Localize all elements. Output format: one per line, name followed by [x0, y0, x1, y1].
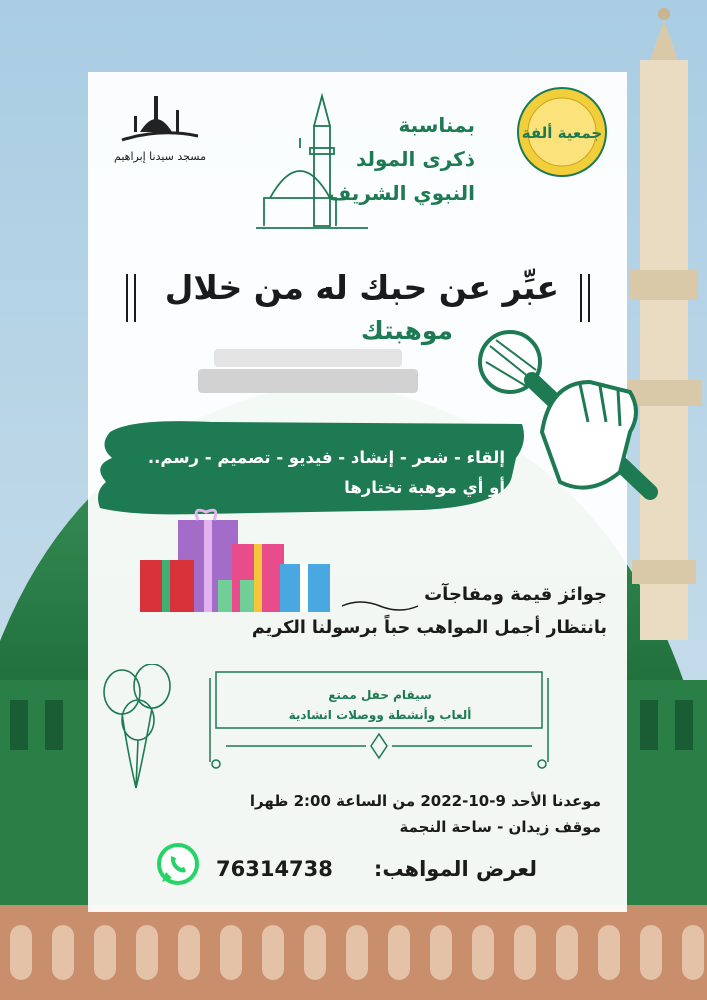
talents-line-2: أو أي موهبة تختارها	[344, 478, 505, 497]
occasion-text	[328, 108, 475, 210]
headline-accent: موهبتك	[360, 316, 453, 345]
contact-label: لعرض المواهب:	[373, 857, 537, 881]
talents-text	[85, 443, 505, 503]
talents-line-1: إلقاء - شعر - إنشاد - فيديو - تصميم - رسم..	[147, 448, 505, 467]
event-place: موقف زيدان - ساحة النجمة	[399, 818, 601, 836]
swirl-divider-icon	[340, 598, 420, 614]
contact-phone[interactable]: 76314738	[216, 857, 333, 881]
association-seal-icon	[516, 86, 608, 178]
mosque-name: مسجد سيدنا إبراهيم	[114, 150, 206, 163]
occasion-line-3: النبوي الشريف	[327, 181, 475, 205]
party-subtitle: ألعاب وأنشطة ووصلات انشادية	[288, 708, 472, 722]
prizes-subtitle: بانتظار أجمل المواهب حباً برسولنا الكريم	[251, 618, 607, 638]
event-date: موعدنا الأحد 9-10-2022 من الساعة 2:00 ظهرا	[249, 792, 601, 810]
headline-bar-right	[580, 274, 590, 322]
prizes-title: جوائز قيمة ومفاجآت	[424, 584, 607, 605]
headline: عبِّر عن حبك له من خلال	[164, 268, 559, 307]
occasion-line-2: ذكرى المولد	[355, 147, 475, 171]
balloons-icon	[92, 664, 192, 794]
association-name: جمعية ألفة	[521, 124, 603, 142]
gift-boxes-icon	[140, 502, 332, 614]
occasion-line-1: بمناسبة	[398, 113, 475, 137]
party-title: سيقام حفل ممتع	[328, 688, 432, 702]
headline-bar-left	[126, 274, 136, 322]
whatsapp-icon	[156, 842, 200, 886]
podium-icon	[198, 345, 418, 397]
mosque-silhouette-icon	[118, 92, 202, 150]
